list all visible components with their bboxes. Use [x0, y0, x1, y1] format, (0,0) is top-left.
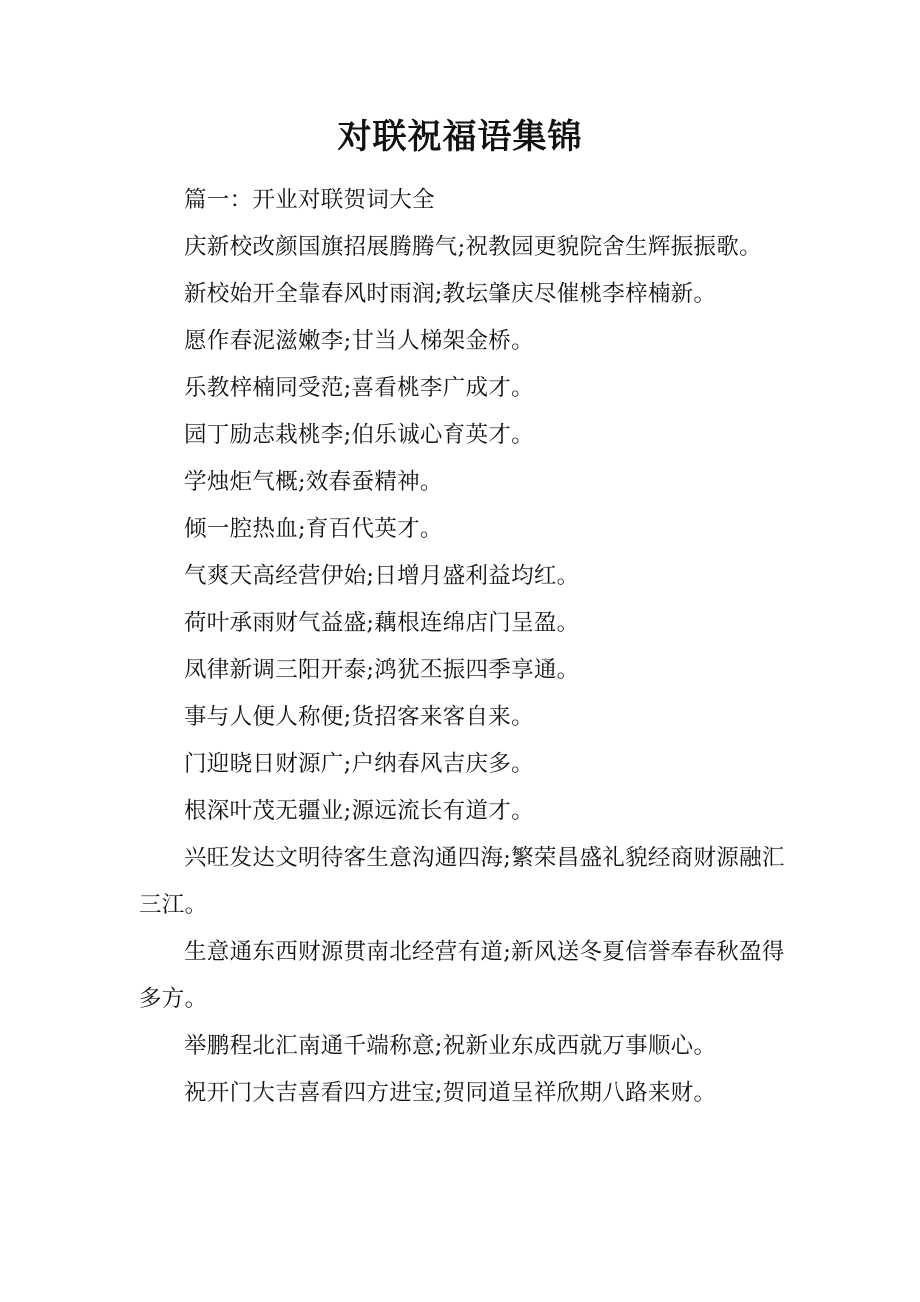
couplet-paragraph: 愿作春泥滋嫩李;甘当人梯架金桥。 [184, 328, 534, 354]
couplet-paragraph: 举鹏程北汇南通千端称意;祝新业东成西就万事顺心。 [184, 1033, 717, 1059]
couplet-paragraph: 荷叶承雨财气益盛;藕根连绵店门呈盈。 [184, 610, 580, 636]
couplet-paragraph: 园丁励志栽桃李;伯乐诚心育英才。 [184, 422, 534, 448]
couplet-paragraph: 庆新校改颜国旗招展腾腾气;祝教园更貌院舍生辉振振歌。 [184, 234, 762, 260]
couplet-paragraph: 兴旺发达文明待客生意沟通四海;繁荣昌盛礼貌经商财源融汇三江。 [139, 845, 785, 918]
couplet-paragraph: 事与人便人称便;货招客来客自来。 [184, 704, 534, 730]
couplet-paragraph: 气爽天高经营伊始;日增月盛利益均红。 [184, 563, 580, 589]
couplet-paragraph: 根深叶茂无疆业;源远流长有道才。 [184, 798, 534, 824]
couplet-paragraph: 生意通东西财源贯南北经营有道;新风送冬夏信誉奉春秋盈得多方。 [139, 939, 785, 1012]
couplet-paragraph: 学烛炬气概;效春蚕精神。 [184, 469, 443, 495]
couplet-paragraph: 凤律新调三阳开泰;鸿犹丕振四季享通。 [184, 657, 580, 683]
couplet-paragraph: 倾一腔热血;育百代英才。 [184, 516, 443, 542]
couplet-paragraph: 门迎晓日财源广;户纳春风吉庆多。 [184, 751, 534, 777]
document-body [139, 177, 789, 1117]
couplet-paragraph: 新校始开全靠春风时雨润;教坛肇庆尽催桃李梓楠新。 [184, 281, 717, 307]
couplet-paragraph: 祝开门大吉喜看四方进宝;贺同道呈祥欣期八路来财。 [184, 1080, 717, 1106]
section-heading: 篇一：开业对联贺词大全 [184, 187, 435, 213]
document-title: 对联祝福语集锦 [337, 117, 583, 157]
couplet-paragraph: 乐教梓楠同受范;喜看桃李广成才。 [184, 375, 534, 401]
